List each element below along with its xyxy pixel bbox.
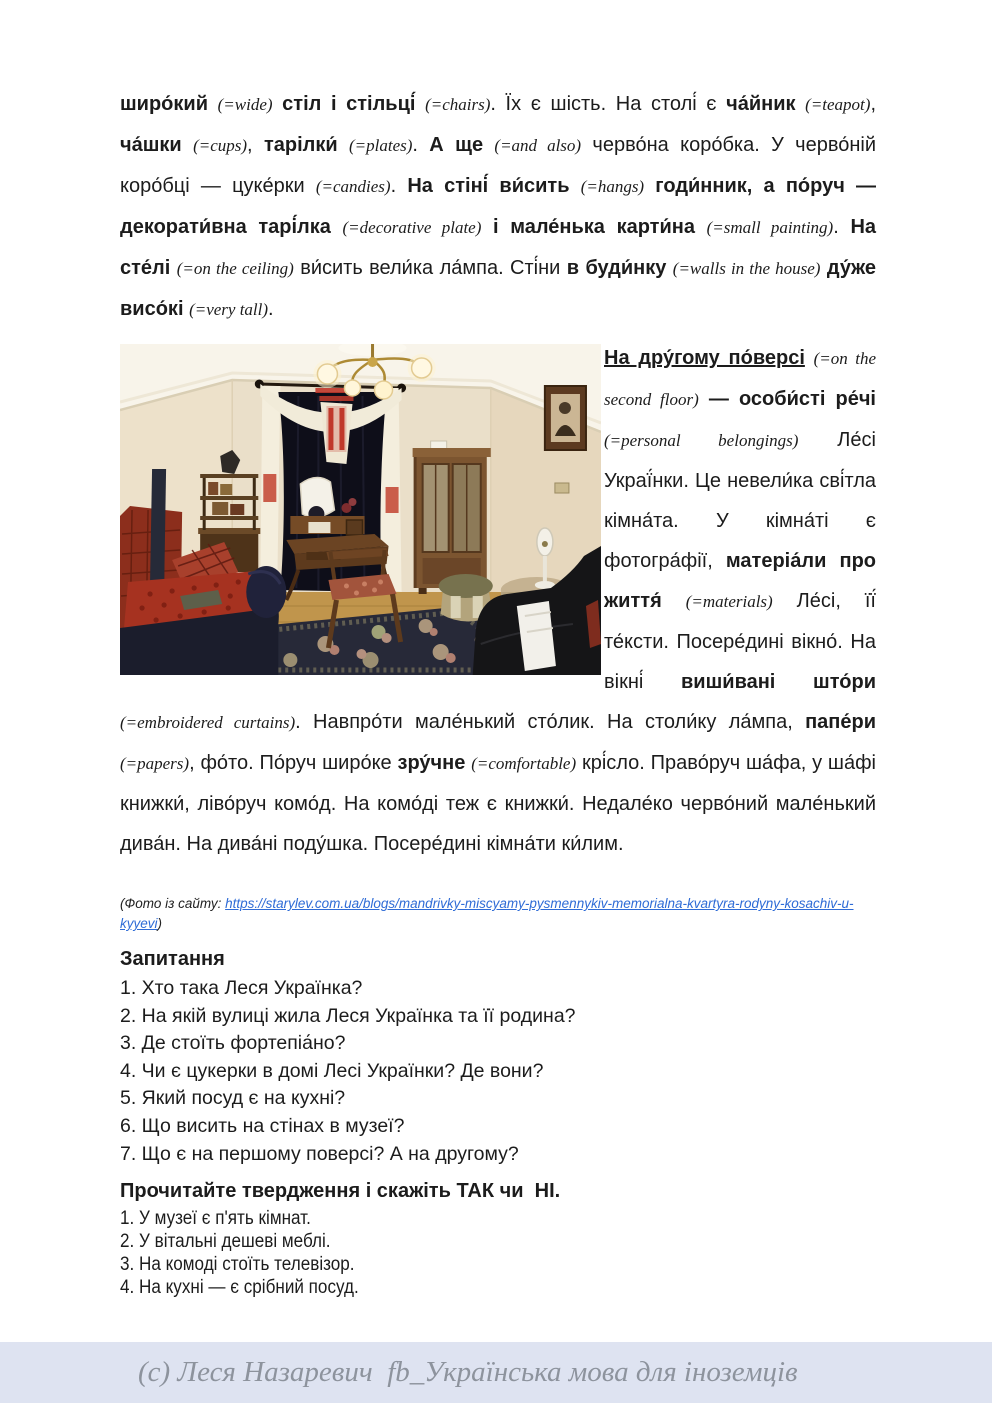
room-photo <box>120 344 601 675</box>
text-segment: (=cups) <box>193 136 248 155</box>
text-segment: (=plates) <box>348 136 413 155</box>
text-segment: (=personal belongings) <box>604 431 799 450</box>
text-segment: крі́сло. Право́руч ша́фа, у ша́фі книжки́, ліво́руч комо́д. На комо́ді теж є книжки́. Недале́ко черво́ний мале́нький дива́н. На дива́ні поду́шка. Посере́дині кімна́ти ки́лим. <box>120 752 882 855</box>
text-segment: (=walls in the house) <box>672 259 821 278</box>
text-segment: . Їх є шість. На столі́ є <box>490 93 727 115</box>
text-segment: ча́шки <box>120 134 182 156</box>
text-segment <box>481 216 493 238</box>
text-segment: широ́кий <box>120 93 208 115</box>
text-segment <box>805 347 814 369</box>
text-segment <box>415 93 425 115</box>
text-segment <box>876 671 882 693</box>
text-segment: годи́нник, а по́руч — декорати́вна тарі́лка <box>120 175 882 238</box>
text-segment: (=hangs) <box>580 177 645 196</box>
main-paragraph-with-photo <box>120 338 882 864</box>
text-segment: — <box>698 388 739 410</box>
questions-heading: Запитання <box>120 948 225 970</box>
text-segment: ви́сить вели́ка ла́мпа. Сті́ни <box>293 257 567 279</box>
text-segment <box>644 175 655 197</box>
text-segment: (=materials) <box>685 592 773 611</box>
text-segment <box>695 216 707 238</box>
text-segment: (=on the second floor) <box>604 349 881 409</box>
text-segment: ду́же висо́кі <box>120 257 882 320</box>
intro-paragraph <box>120 84 882 330</box>
text-segment: (=teapot) <box>805 95 871 114</box>
text-segment <box>876 388 882 410</box>
text-segment: і мале́нька карти́на <box>493 216 695 238</box>
text-segment: . <box>390 175 408 197</box>
text-segment: , <box>870 93 882 115</box>
text-segment: , <box>247 134 264 156</box>
text-segment: (=comfortable) <box>471 754 577 773</box>
text-segment: Ле́сі, її́ те́ксти. Посере́дині вікно́. На вікні́ <box>604 590 882 693</box>
text-segment: (=chairs) <box>425 95 491 114</box>
list-item: 5. Який посуд є на кухні? <box>120 1087 346 1110</box>
text-segment: . Навпро́ти мале́нький сто́лик. На столи́ку ла́мпа, <box>295 711 806 733</box>
text-segment: тарілки́ <box>263 134 338 156</box>
wall-socket <box>555 483 569 493</box>
questions-list <box>120 975 876 1168</box>
text-segment: (=decorative plate) <box>342 218 482 237</box>
text-segment: (=wide) <box>217 95 273 114</box>
text-segment: зру́чне <box>397 752 466 774</box>
text-segment: виши́вані што́ри <box>681 671 876 693</box>
list-item: 1. Хто така Леся Українка? <box>120 977 363 999</box>
text-segment: . <box>412 134 430 156</box>
text-segment <box>570 175 581 197</box>
footer-bar <box>0 1342 992 1403</box>
statements-heading: Прочитайте твердження і скажіть ТАК чи НІ. <box>120 1180 561 1202</box>
text-segment: черво́на коро́бка. У черво́ній коро́бці — цуке́рки <box>120 134 882 197</box>
text-segment: стіл і стільці́ <box>282 93 416 115</box>
text-segment: А ще <box>429 134 484 156</box>
text-segment: (=embroidered curtains) <box>120 713 296 732</box>
footer-credit-text: (с) Леся Назаревич fb_Українська мова для іноземців <box>138 1356 798 1388</box>
text-segment <box>483 134 494 156</box>
text-segment <box>208 93 218 115</box>
statements-list <box>120 1207 876 1299</box>
text-segment: (=small painting) <box>706 218 834 237</box>
text-segment: в буди́нку <box>566 257 667 279</box>
list-item: 1. У музеї є п'ять кімнат. <box>120 1208 311 1229</box>
list-item: 3. Де стоїть фортепіа́но? <box>120 1032 346 1055</box>
text-segment: . <box>833 216 851 238</box>
text-segment: На стіні́ ви́сить <box>407 175 570 197</box>
credit-suffix: ) <box>157 916 163 931</box>
text-segment <box>876 711 882 733</box>
glass-cabinet <box>413 448 491 594</box>
list-item: 4. На кухні — є срібний посуд. <box>120 1277 359 1298</box>
text-segment: (=candies) <box>315 177 391 196</box>
text-segment: На дру́гому по́версі <box>604 347 805 369</box>
text-segment: матеріа́ли про життя́ <box>604 550 882 612</box>
credit-link[interactable]: https://starylev.com.ua/blogs/mandrivky-miscyamy-pysmennykiv-memorialna-kvartyra-rodyny-kosachiv-u-kyyevi <box>120 896 854 931</box>
list-item: 2. На якій вулиці жила Леся Українка та її родина? <box>120 1004 576 1027</box>
statements-section <box>120 1178 876 1299</box>
text-segment: (=on the ceiling) <box>176 259 294 278</box>
text-segment: папе́ри <box>805 711 877 733</box>
text-segment: . <box>268 298 274 320</box>
text-segment <box>273 93 283 115</box>
text-segment: Ле́сі Украї́нки. Це невели́ка сві́тла кімна́та. У кімна́ті є фотогра́фії, <box>604 429 882 572</box>
text-segment: (=very tall) <box>189 300 269 319</box>
text-segment <box>331 216 343 238</box>
text-segment <box>182 134 193 156</box>
text-segment <box>338 134 349 156</box>
text-segment: (=and also) <box>494 136 582 155</box>
text-segment <box>796 93 806 115</box>
portrait-frame <box>545 386 586 450</box>
text-segment: На сте́лі <box>120 216 882 279</box>
list-item: 7. Що є на першому поверсі? А на другому? <box>120 1142 519 1165</box>
credit-prefix: (Фото із сайту: <box>120 896 226 911</box>
list-item: 2. У вітальні дешеві меблі. <box>120 1231 331 1252</box>
list-item: 6. Що висить на стінах в музеї? <box>120 1114 405 1137</box>
text-segment: особи́сті ре́чі <box>738 388 876 410</box>
list-item: 3. На комоді стоїть телевізор. <box>120 1254 355 1275</box>
photo-credit <box>120 894 876 934</box>
text-segment <box>662 590 686 612</box>
text-segment: (=papers) <box>120 754 190 773</box>
text-segment: , фо́то. По́руч широ́ке <box>189 752 398 774</box>
wall-banner <box>150 469 166 590</box>
questions-section <box>120 946 876 1168</box>
text-segment: ча́йник <box>726 93 796 115</box>
list-item: 4. Чи є цукерки в домі Лесі Українки? Де вони? <box>120 1059 544 1082</box>
